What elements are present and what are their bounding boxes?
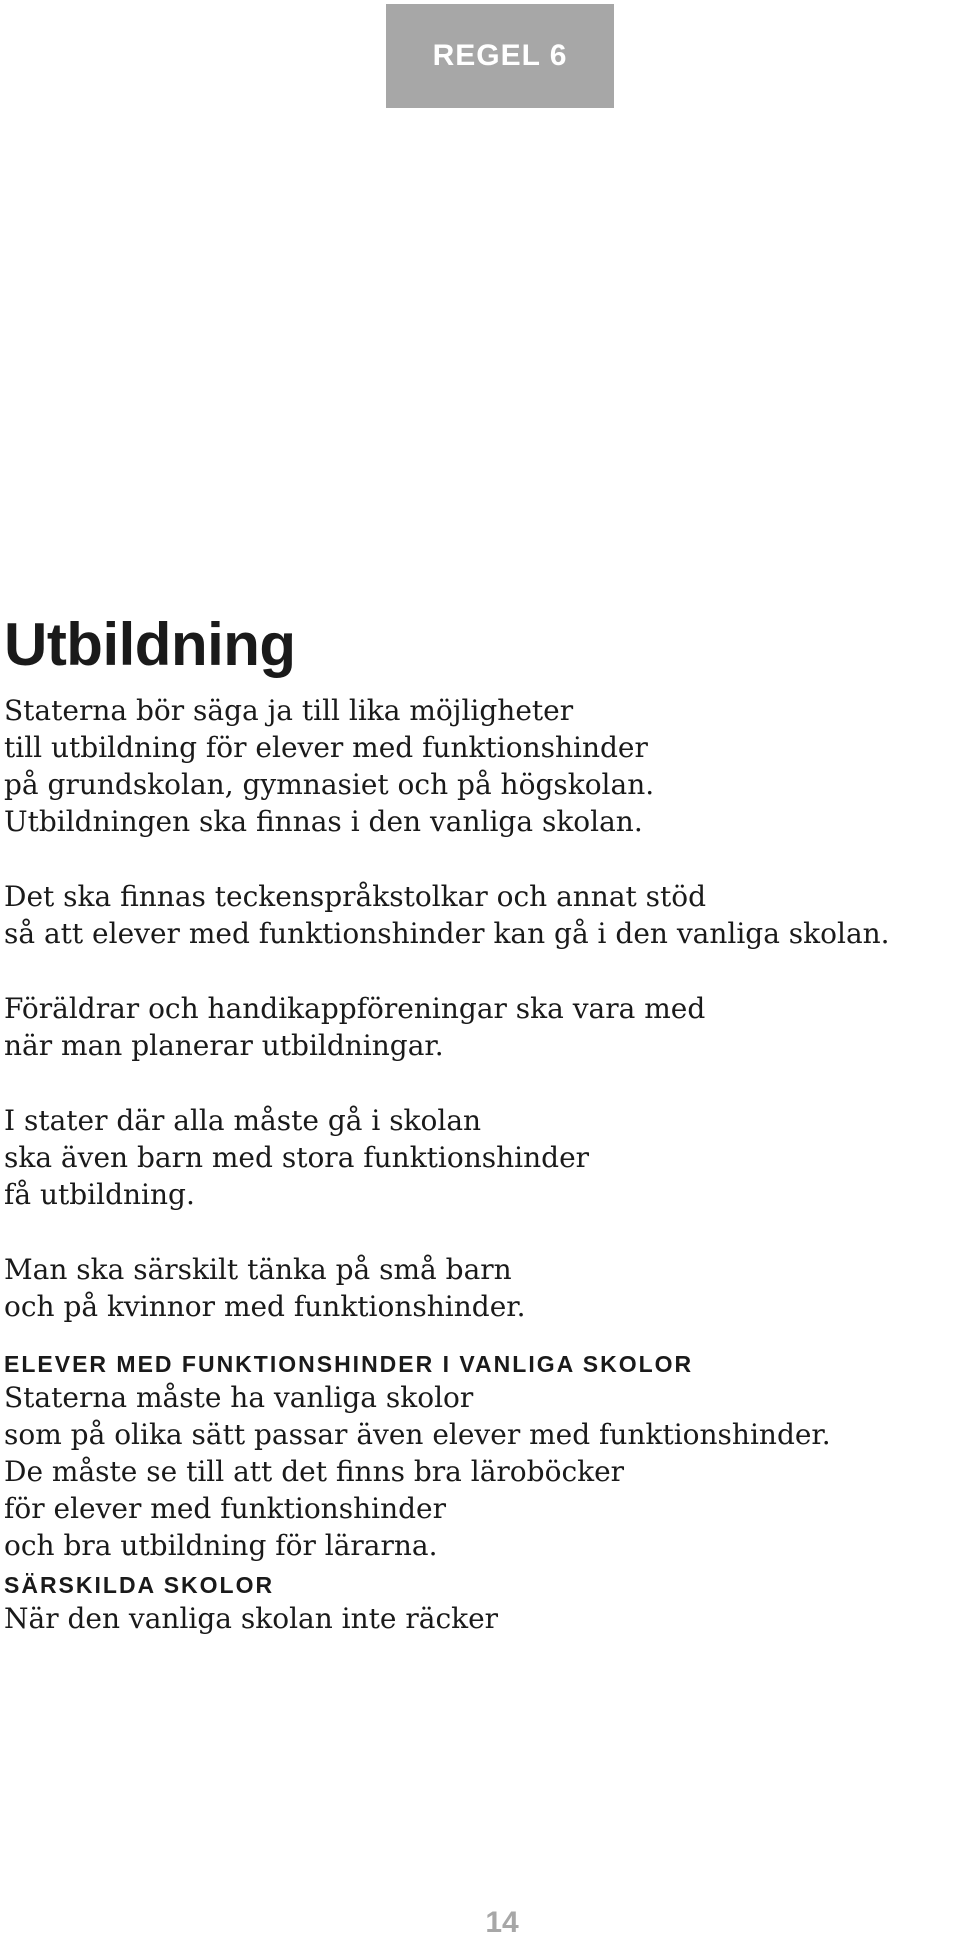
page-number: 14 (485, 1906, 519, 1939)
main-content (4, 610, 944, 1643)
paragraph-compulsory-school: I stater där alla måste gå i skolan ska även barn med stora funktionshinder få utbildning. (4, 1104, 590, 1211)
paragraph-equal-opportunities: Staterna bör säga ja till lika möjligheter till utbildning för elever med funktionshinder på grundskolan, gymnasiet och på högskolan. Utbildningen ska finnas i den vanliga skolan. (4, 694, 655, 838)
rule-badge-label: REGEL 6 (432, 39, 568, 72)
section-heading-special-schools: SÄRSKILDA SKOLOR (4, 1572, 275, 1598)
rule-badge (386, 4, 614, 108)
section-text-special-schools: När den vanliga skolan inte räcker (4, 1602, 499, 1635)
section-heading-regular-schools: ELEVER MED FUNKTIONSHINDER I VANLIGA SKOLOR (4, 1351, 694, 1377)
paragraph-interpreters-support: Det ska finnas teckenspråkstolkar och annat stöd så att elever med funktionshinder kan gå i den vanliga skolan. (4, 880, 890, 950)
paragraph-parents-organizations: Föräldrar och handikappföreningar ska vara med när man planerar utbildningar. (4, 992, 706, 1062)
page-title: Utbildning (4, 611, 296, 678)
section-text-regular-schools: Staterna måste ha vanliga skolor som på olika sätt passar även elever med funktionshinder. De måste se till att det finns bra läroböcker för elever med funktionshinder och bra utbildning för lärarna. (4, 1381, 831, 1562)
paragraph-small-children-women: Man ska särskilt tänka på små barn och på kvinnor med funktionshinder. (4, 1253, 526, 1323)
